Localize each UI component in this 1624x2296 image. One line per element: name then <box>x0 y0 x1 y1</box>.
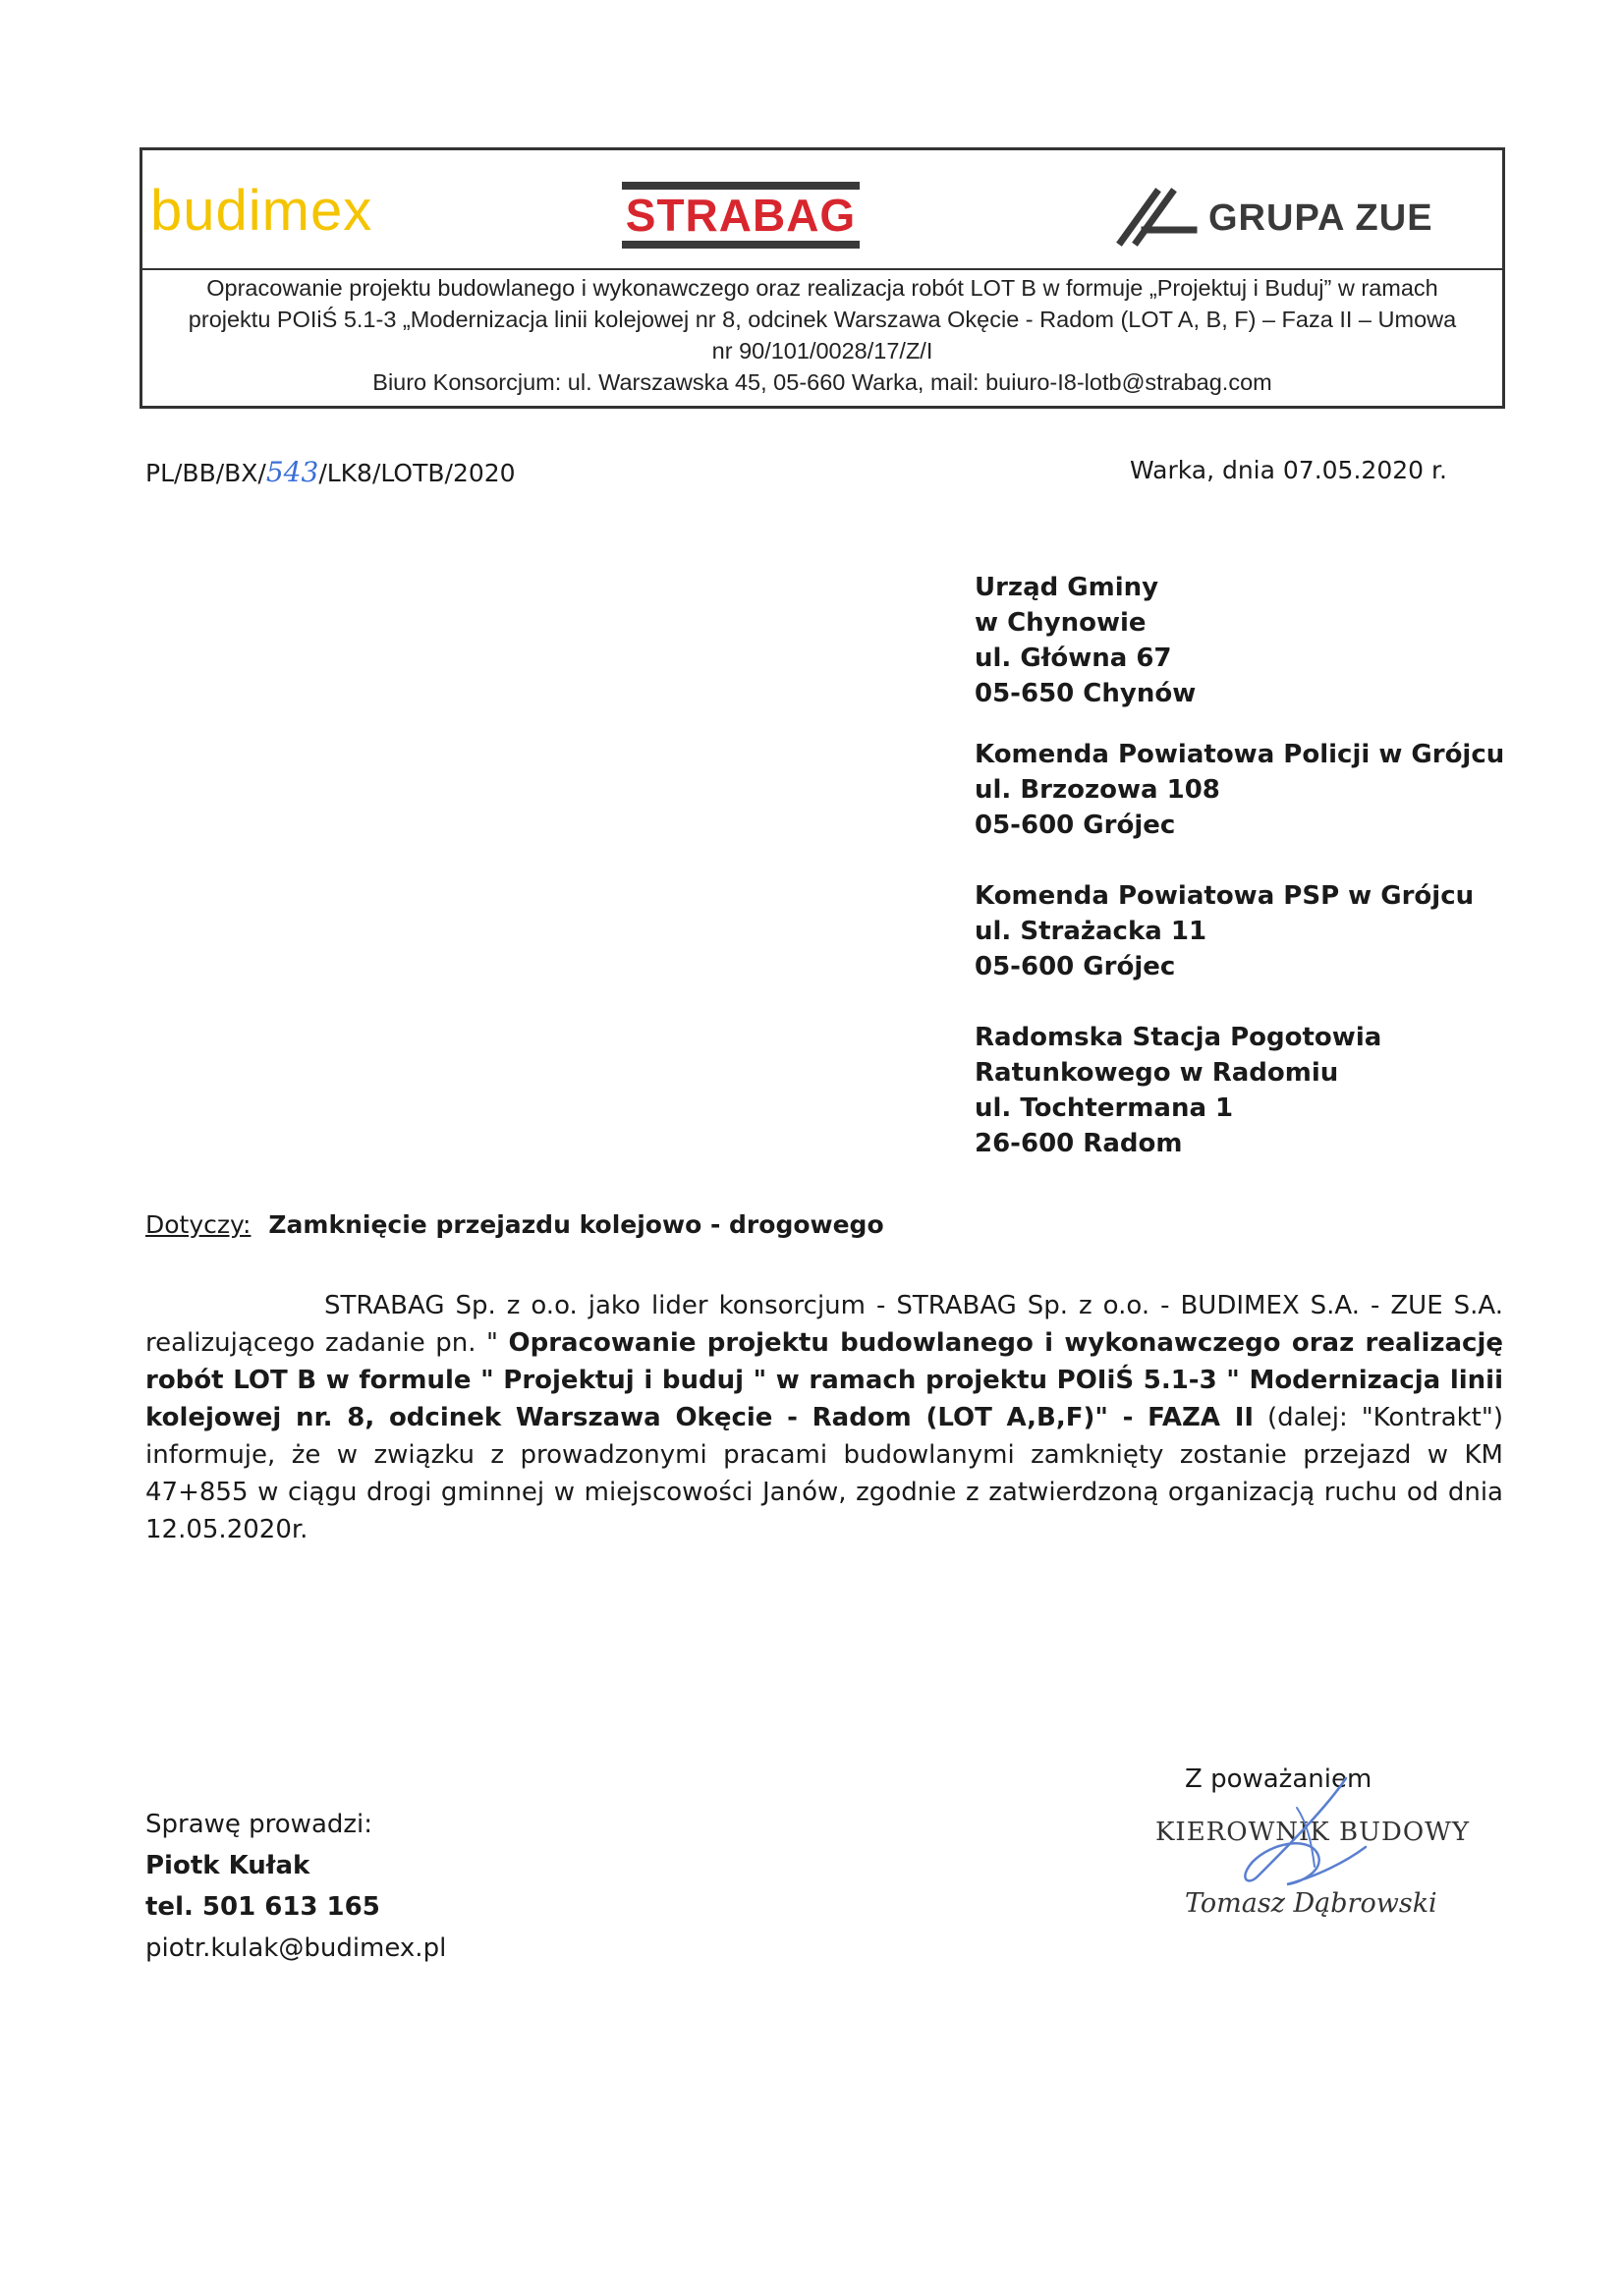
addressee-line: ul. Brzozowa 108 <box>975 775 1220 805</box>
handwritten-signature-icon <box>1228 1768 1385 1896</box>
project-line-1: Opracowanie projektu budowlanego i wykonawczego oraz realizacja robót LOT B w formuje „Projektuj i Buduj” w ramach <box>206 275 1438 301</box>
subject-text: Zamknięcie przejazdu kolejowo - drogowego <box>268 1210 884 1239</box>
addressee-line: 26-600 Radom <box>975 1129 1183 1158</box>
addressee-ambulance <box>975 1020 1381 1161</box>
reference-prefix: PL/BB/BX/ <box>145 459 266 487</box>
contact-name: Piotk Kułak <box>145 1851 310 1880</box>
closing-regards: Z poważaniem <box>1185 1764 1372 1794</box>
signature-stamp-name: Tomasz Dąbrowski <box>1185 1888 1437 1919</box>
strabag-logo-text: STRABAG <box>625 190 857 241</box>
addressee-line: w Chynowie <box>975 608 1147 638</box>
zue-logo-text: GRUPA ZUE <box>1208 197 1433 239</box>
addressee-fire-brigade <box>975 878 1474 984</box>
contact-label: Sprawę prowadzi: <box>145 1810 373 1839</box>
zue-logo-icon <box>1115 185 1198 248</box>
addressee-line: Radomska Stacja Pogotowia <box>975 1023 1382 1052</box>
body-part-1: STRABAG Sp. z o.o. jako lider konsorcjum - STRABAG Sp. z o.o. - BUDIMEX S.A. - ZUE S.A. realizującego zadanie pn. " <box>145 1291 1503 1358</box>
strabag-logo <box>622 182 860 249</box>
addressee-police <box>975 737 1504 843</box>
reference-suffix: /LK8/LOTB/2020 <box>318 459 516 487</box>
logo-row <box>142 150 1502 270</box>
letter-body <box>145 1287 1503 1548</box>
letter-date: Warka, dnia 07.05.2020 r. <box>1130 456 1447 484</box>
letterhead-box <box>140 147 1505 409</box>
strabag-logo-bar-bottom <box>622 241 860 249</box>
addressee-line: Urząd Gminy <box>975 573 1159 602</box>
addressee-line: 05-600 Grójec <box>975 952 1176 981</box>
addressee-line: 05-600 Grójec <box>975 811 1176 840</box>
reference-number <box>145 456 516 488</box>
consortium-office-line: Biuro Konsorcjum: ul. Warszawska 45, 05-660 Warka, mail: buiuro-I8-lotb@strabag.com <box>372 369 1272 395</box>
addressee-line: ul. Strażacka 11 <box>975 917 1207 946</box>
contact-phone: tel. 501 613 165 <box>145 1892 380 1922</box>
signature-stamp-title: KIEROWNIK BUDOWY <box>1155 1818 1471 1847</box>
addressee-line: ul. Tochtermana 1 <box>975 1093 1234 1123</box>
reference-handwritten-number: 543 <box>265 456 319 488</box>
addressee-line: Komenda Powiatowa PSP w Grójcu <box>975 881 1475 911</box>
contact-block <box>145 1804 446 1969</box>
project-description <box>142 272 1502 398</box>
addressee-gmina <box>975 570 1196 711</box>
addressee-line: Ratunkowego w Radomiu <box>975 1058 1339 1088</box>
contact-email: piotr.kulak@budimex.pl <box>145 1933 447 1963</box>
addressee-line: ul. Główna 67 <box>975 644 1172 673</box>
body-part-3: (dalej: "Kontrakt") informuje, że w związku z prowadzonymi pracami budowlanymi zamknięty zostanie przejazd w KM 47+855 w ciągu drogi gminnej w miejscowości Janów, zgodnie z zatwierdzoną organizacją ruchu od dnia 12.05.2020r. <box>145 1403 1503 1544</box>
project-line-3: nr 90/101/0028/17/Z/I <box>711 338 933 364</box>
strabag-logo-bar-top <box>622 182 860 190</box>
body-project-name: Opracowanie projektu budowlanego i wykonawczego oraz realizację robót LOT B w formule " Projektuj i buduj " w ramach projektu POIiŚ 5.1-3 " Modernizacja linii kolejowej nr. 8, odcinek Warszawa Okęcie - Radom (LOT A,B,F)" - FAZA II <box>145 1328 1503 1432</box>
subject-line <box>145 1210 884 1239</box>
budimex-logo: budimex <box>150 179 373 243</box>
addressee-line: Komenda Powiatowa Policji w Grójcu <box>975 740 1505 769</box>
project-line-2: projektu POIiŚ 5.1-3 „Modernizacja linii kolejowej nr 8, odcinek Warszawa Okęcie - Radom (LOT A, B, F) – Faza II – Umowa <box>188 307 1457 332</box>
subject-label: Dotyczy: <box>145 1210 252 1239</box>
addressee-line: 05-650 Chynów <box>975 679 1197 708</box>
